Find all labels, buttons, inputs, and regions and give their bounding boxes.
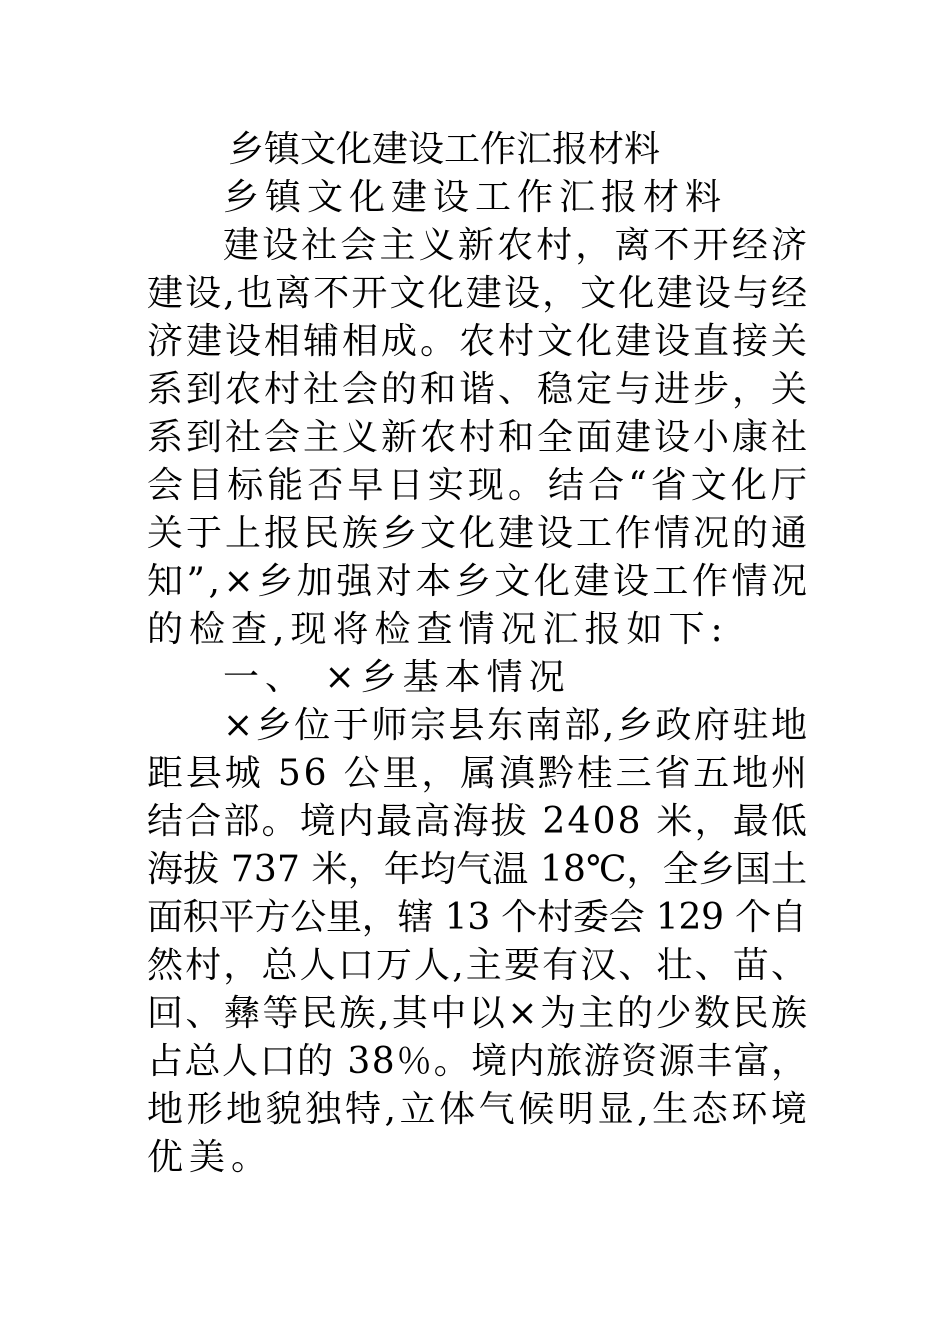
section-heading: 一、 ×乡基本情况 [223, 657, 571, 698]
paragraph-line: 然村，总人口万人,主要有汉、壮、苗、 [147, 945, 810, 986]
paragraph-line: ×乡位于师宗县东南部,乡政府驻地 [223, 705, 810, 746]
paragraph-line: 系到社会主义新农村和全面建设小康社 [147, 417, 811, 458]
paragraph-line: 关于上报民族乡文化建设工作情况的通 [147, 513, 811, 554]
paragraph-line: 优美。 [147, 1137, 274, 1178]
paragraph-line: 海拔 737 米，年均气温 18℃，全乡国土 [147, 849, 808, 890]
paragraph-line: 建设,也离不开文化建设，文化建设与经 [147, 273, 810, 314]
paragraph-line: 建设社会主义新农村，离不开经济 [223, 225, 811, 266]
paragraph-line: 面积平方公里，辖 13 个村委会 129 个自 [147, 897, 807, 938]
paragraph-line: 的检查,现将检查情况汇报如下: [147, 609, 729, 650]
paragraph-line: 地形地貌独特,立体气候明显,生态环境 [147, 1089, 811, 1130]
paragraph-line: 占总人口的 38％。境内旅游资源丰富， [147, 1041, 809, 1082]
paragraph-line: 距县城 56 公里，属滇黔桂三省五地州 [147, 753, 810, 794]
paragraph-intro [147, 222, 812, 654]
paragraph-line: 系到农村社会的和谐、稳定与进步，关 [147, 369, 811, 410]
paragraph-line: 会目标能否早日实现。结合“省文化厅 [147, 465, 812, 506]
paragraph-basic-info [147, 702, 811, 1182]
document-title: 乡镇文化建设工作汇报材料 [228, 129, 661, 170]
document-body [147, 174, 812, 1182]
document-subtitle: 乡镇文化建设工作汇报材料 [223, 177, 728, 218]
paragraph-line: 结合部。境内最高海拔 2408 米，最低 [147, 801, 810, 842]
paragraph-line: 回、彝等民族,其中以×为主的少数民族 [147, 993, 810, 1034]
paragraph-line: 知”,×乡加强对本乡文化建设工作情况 [147, 561, 811, 602]
paragraph-line: 济建设相辅相成。农村文化建设直接关 [147, 321, 811, 362]
